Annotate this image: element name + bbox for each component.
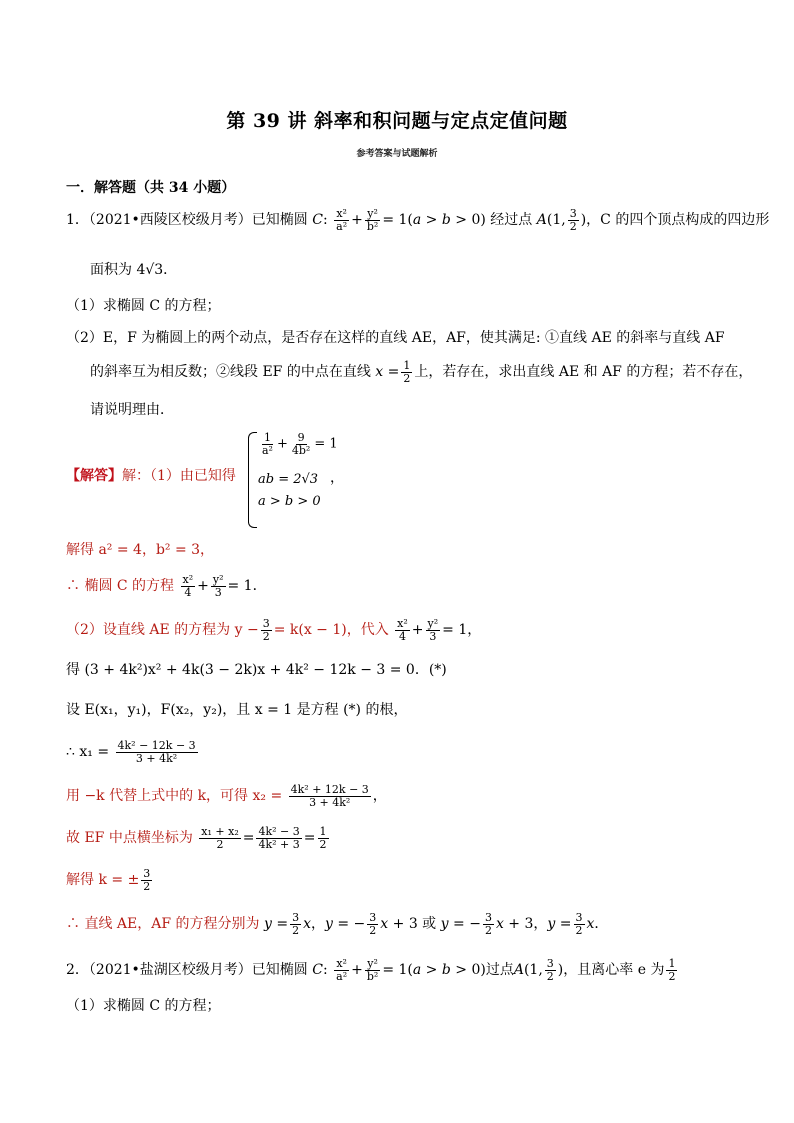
q1-tail: ，C 的四个顶点构成的四边形 (586, 212, 770, 229)
q2-number: 2． (66, 962, 89, 979)
q2-line1: 2．（2021•盐湖区校级月考）已知椭圆 C: $\frac{\text{x²}}{\text{a²}}$ + $\frac{\text{y²}}{\text{b²}}$ = 1(a > b > 0)过点A(1, $\frac{3}{2}$ )，且离心率 e 为 $\frac{1}{2}$ (66, 957, 676, 983)
a1-intro: 【解答】解：（1）由已知得 (66, 468, 236, 484)
system-brace (248, 432, 257, 528)
q1-part2-b: 的斜率互为相反数；②线段 EF 的中点在直线 x = $\frac{1}{2}$ 上，若存在，求出直线 AE 和 AF 的方程；若不存在， (90, 359, 753, 385)
a1-midpoint: 故 EF 中点横坐标为 $\frac{\text{x₁ + x₂}}{2}$ = $\frac{\text{4k² − 3}}{\text{4k² + 3}}$ = $\frac{1}{2}$ (66, 825, 327, 851)
page-subtitle: 参考答案与试题解析 (356, 149, 438, 159)
q1-frac-x: $\frac{\text{x²}}{\text{a²}}$ (336, 207, 348, 233)
a1-part2: （2）设直线 AE 的方程为 y − $\frac{3}{2}$ = k(x − 1)，代入 $\frac{\text{x²}}{4}$ + $\frac{\text{y²}}{3}$ = 1， (66, 617, 482, 643)
a1-ellipse-eq: ∴ 椭圆 C 的方程 $\frac{\text{x²}}{4}$ + $\frac{\text{y²}}{3}$ = 1． (66, 573, 267, 599)
q1-line2: 面积为 4√3． (90, 262, 178, 278)
a1-k-value: 解得 k = ± $\frac{3}{2}$ (66, 867, 151, 893)
q1-part1: （1）求椭圆 C 的方程； (66, 298, 221, 314)
q1-frac-y: $\frac{\text{y²}}{\text{b²}}$ (366, 207, 379, 233)
a1-quadratic: 得 (3 + 4k²)x² + 4k(3 − 2k)x + 4k² − 12k − 3 = 0．(*) (66, 662, 447, 678)
sys-line-3: a > b > 0 (258, 494, 321, 509)
q1-number: 1． (66, 212, 89, 229)
q1-source: （2021•西陵区校级月考）已知椭圆 (88, 212, 308, 229)
a1-solve1: 解得 a² = 4，b² = 3， (66, 542, 215, 558)
q2-part1: （1）求椭圆 C 的方程； (66, 998, 221, 1014)
a1-set-points: 设 E(x₁，y₁)，F(x₂，y₂)，且 x = 1 是方程 (*) 的根， (66, 702, 408, 718)
q1-line1: 1．（2021•西陵区校级月考）已知椭圆 C: $\frac{\text{x²}}{\text{a²}}$ + $\frac{\text{y²}}{\text{b²}}$ = 1(a > b > 0) 经过点 A(1, $\frac{3}{2}$ )，C 的四个顶点构成的四边形 (66, 207, 770, 233)
sys-line-2: ab = 2√3 (258, 472, 319, 487)
q1-line-frac: $\frac{1}{2}$ (403, 359, 411, 385)
sys-line-1: $\frac{1}{\text{a²}}$ + $\frac{9}{\text{4b²}}$ = 1 (262, 431, 338, 457)
answer-label: 【解答】 (66, 468, 122, 484)
section-heading: 一．解答题（共 34 小题） (66, 180, 236, 196)
q1-part2-a: （2）E，F 为椭圆上的两个动点，是否存在这样的直线 AE，AF，使其满足: ①直线 AE 的斜率与直线 AF (66, 330, 725, 346)
q1-point-frac: $\frac{3}{2}$ (569, 207, 577, 233)
q1-part2-c: 请说明理由． (90, 402, 174, 418)
sys-comma: ， (330, 470, 344, 486)
a1-x1: ∴ x₁ = $\frac{\text{4k² − 12k − 3}}{\text{3 + 4k²}}$ (66, 739, 196, 765)
a1-x2: 用 −k 代替上式中的 k，可得 x₂ = $\frac{\text{4k² + 12k − 3}}{\text{3 + 4k²}}$ ， (66, 783, 387, 809)
q2-source: （2021•盐湖区校级月考）已知椭圆 (88, 962, 308, 979)
q1-cond-text: 经过点 (490, 212, 533, 229)
a1-lines: ∴ 直线 AE，AF 的方程分别为 y = $\frac{3}{2}$ x，y = − $\frac{3}{2}$ x + 3 或 y = − $\frac{3}{2}$ x + 3，y = $\frac{3}{2}$ x． (66, 911, 609, 937)
page-title: 第 39 讲 斜率和积问题与定点定值问题 (226, 110, 568, 132)
